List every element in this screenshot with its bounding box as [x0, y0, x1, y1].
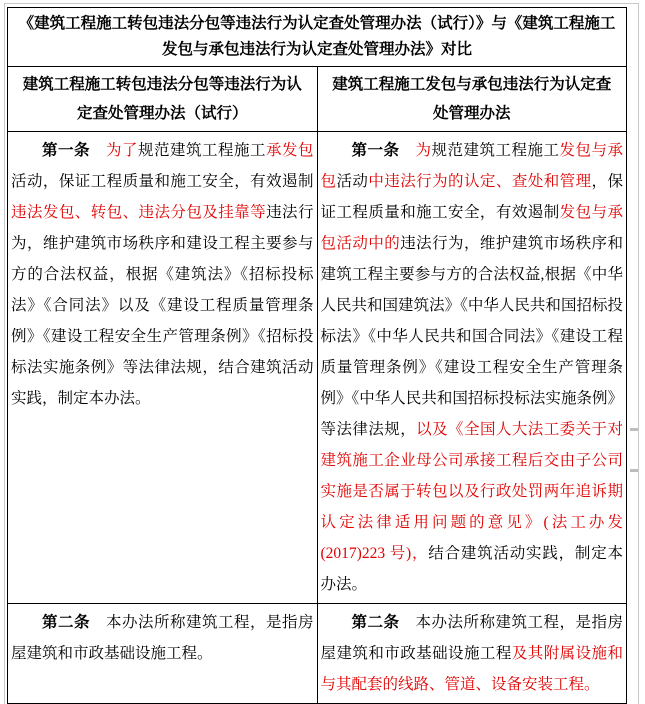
article-2-left-cell [8, 604, 318, 704]
text-segment: 本办法所称建筑工程，是指房屋建筑和市政基础设施工程 [320, 614, 623, 662]
table-resize-handle-icon [630, 469, 638, 472]
text-segment: 活动 [336, 173, 369, 190]
highlighted-text-segment: 发包与承包 [320, 142, 623, 190]
text-segment: 违法行为，维护建筑市场秩序和建设工程主要参与方的合法权益，根据《建筑法》《招标投标法》《合同法》以及《建设工程质量管理条例》《建设工程安全生产管理条例》《招标投标法实施条例》等法律法规，结合建筑活动实践，制定本办法。 [11, 204, 314, 407]
table-title-row [8, 8, 627, 67]
highlighted-text-segment: 为 [415, 142, 432, 159]
column-header-row [8, 67, 627, 132]
text-segment: 第二条 [42, 614, 106, 631]
table-resize-handle-icon [630, 428, 638, 431]
text-segment: 规范建筑工程施工 [138, 142, 266, 159]
article-1-left-paragraph [11, 135, 314, 414]
highlighted-text-segment: 为了 [106, 142, 138, 159]
highlighted-text-segment: 以及《全国人大法工委关于对建筑施工企业母公司承接工程后交由子公司实施是否属于转包以及行政处罚两年追诉期认定法律适用问题的意见》(法工办发(2017)223 号)， [320, 421, 623, 562]
text-segment: 结合建筑活动实践，制定本办法。 [320, 545, 623, 593]
highlighted-text-segment: 违法发包、转包、违法分包及挂靠等 [11, 204, 267, 221]
article-2-row [8, 604, 627, 704]
text-segment: 本办法所称建筑工程，是指房屋建筑和市政基础设施工程。 [11, 614, 314, 662]
article-2-right-paragraph [321, 607, 624, 700]
article-1-left-cell [8, 132, 318, 604]
highlighted-text-segment: 中违法行为的认定、查处和管理 [368, 173, 592, 190]
column-header-right: 建筑工程施工发包与承包违法行为认定查处管理办法 [317, 67, 627, 132]
highlighted-text-segment: 发包与承包活动中的 [320, 204, 623, 252]
text-segment: 第一条 [42, 142, 106, 159]
article-1-right-paragraph [321, 135, 624, 600]
table-title: 《建筑工程施工转包违法分包等违法行为认定查处管理办法（试行）》与《建筑工程施工发包与承包违法行为认定查处管理办法》对比 [8, 8, 627, 67]
article-2-left-paragraph [11, 607, 314, 669]
text-segment: 违法行为，维护建筑市场秩序和建筑工程主要参与方的合法权益,根据《中华人民共和国建筑法》《中华人民共和国招标投标法》《中华人民共和国合同法》《建设工程质量管理条例》《建设工程安全生产管理条例》《中华人民共和国招标投标法实施条例》等法律法规， [320, 235, 623, 438]
column-header-left: 建筑工程施工转包违法分包等违法行为认定查处管理办法（试行） [8, 67, 318, 132]
highlighted-text-segment: 及其附属设施和与其配套的线路、管道、设备安装工程。 [320, 645, 623, 693]
text-segment: 活动，保证工程质量和施工安全，有效遏制 [11, 173, 314, 190]
text-segment: 第二条 [351, 614, 416, 631]
article-2-right-cell [317, 604, 627, 704]
article-1-right-cell [317, 132, 627, 604]
article-1-row [8, 132, 627, 604]
text-segment: 第一条 [351, 142, 416, 159]
comparison-table [7, 7, 627, 704]
highlighted-text-segment: 承发包 [265, 142, 314, 159]
text-segment: ，保证工程质量和施工安全，有效遏制 [320, 173, 623, 221]
text-segment: 规范建筑工程施工 [431, 142, 560, 159]
